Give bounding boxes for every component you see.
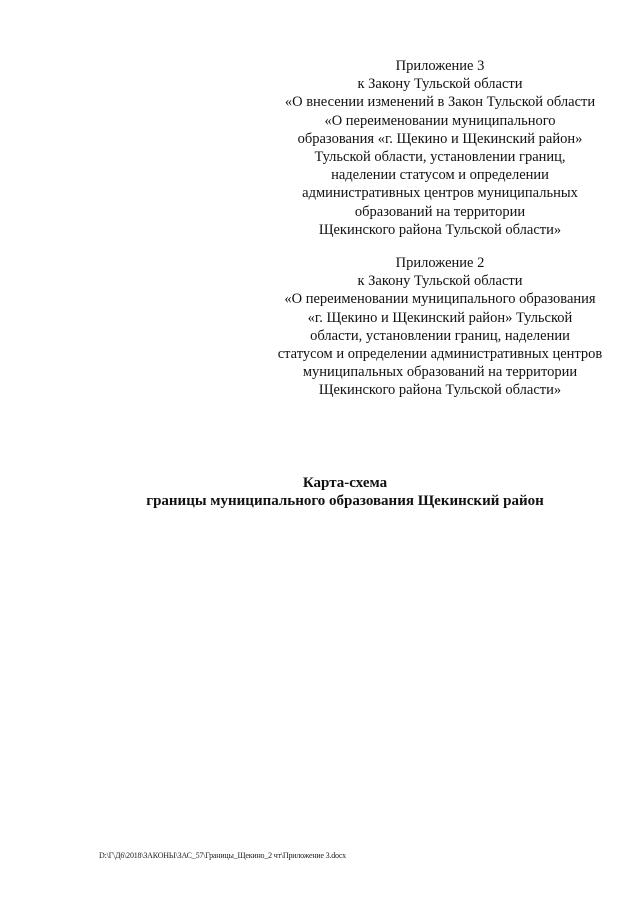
appendix-2-line: «О переименовании муниципального образования: [284, 291, 596, 308]
document-title: [0, 474, 640, 510]
appendix-3-line: Тульской области, установлении границ,: [314, 149, 566, 166]
appendix-3-header: [240, 57, 640, 239]
appendix-2-line: области, установлении границ, наделении: [310, 327, 570, 344]
appendix-3-line: «О внесении изменений в Закон Тульской области: [284, 94, 596, 111]
appendix-3-line: к Закону Тульской области: [357, 76, 523, 93]
title-line-2: границы муниципального образования Щекинский район: [146, 493, 544, 509]
appendix-3-line: образований на территории: [354, 203, 526, 220]
appendix-2-line: статусом и определении административных центров: [277, 346, 603, 363]
appendix-2-line: Щекинского района Тульской области»: [318, 382, 562, 399]
appendix-3-line: наделении статусом и определении: [331, 167, 549, 184]
file-path-footer: D:\Г\Д6\2018\ЗАКОНЫ\ЗАС_57\Границы_Щекино_2 чт\Приложение 3.docx: [99, 851, 346, 860]
appendix-2-line: муниципальных образований на территории: [302, 364, 578, 381]
appendix-3-line: образования «г. Щекино и Щекинский район»: [297, 130, 583, 147]
title-line-1: Карта-схема: [302, 475, 388, 491]
appendix-3-line: «О переименовании муниципального: [324, 112, 556, 129]
appendix-2-line: к Закону Тульской области: [357, 273, 523, 290]
appendix-3-line: административных центров муниципальных: [302, 185, 578, 202]
appendix-2-line: Приложение 2: [395, 255, 485, 271]
appendix-2-header: [240, 254, 640, 400]
appendix-2-line: «г. Щекино и Щекинский район» Тульской: [307, 309, 573, 326]
appendix-3-line: Щекинского района Тульской области»: [318, 221, 562, 238]
appendix-3-line: Приложение 3: [395, 58, 485, 74]
